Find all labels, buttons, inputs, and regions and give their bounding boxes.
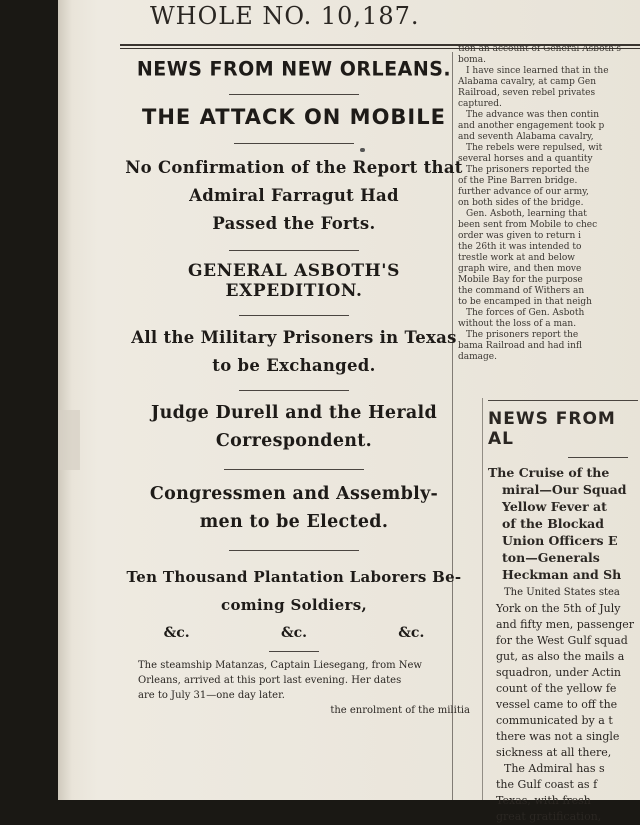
separator — [239, 315, 349, 316]
section-headline-asboth: GENERAL ASBOTH'S EXPEDITION. — [188, 261, 400, 301]
article-body — [118, 658, 470, 718]
subhead-line: Union Officers E — [502, 533, 618, 548]
deck-line: Correspondent. — [215, 431, 373, 451]
side-line: The forces of Gen. Asboth — [466, 308, 585, 318]
separator — [239, 390, 349, 391]
separator — [229, 550, 359, 551]
body-line: count of the yellow fe — [496, 682, 617, 695]
subhead-line: Heckman and Sh — [502, 567, 622, 582]
section-headline-al: NEWS FROM AL — [488, 409, 616, 449]
side-line: and another engagement took p — [458, 121, 605, 131]
side-line: on both sides of the bridge. — [458, 198, 584, 208]
side-line: without the loss of a man. — [458, 319, 577, 329]
body-line: and fifty men, passenger — [496, 618, 635, 631]
separator — [224, 469, 364, 470]
deck-line: Ten Thousand Plantation Laborers Be- — [126, 568, 462, 586]
side-line: The prisoners report the — [466, 330, 579, 340]
side-line: to be encamped in that neigh — [458, 297, 592, 307]
body-line: squadron, under Actin — [496, 666, 621, 679]
deck-plantation — [118, 563, 470, 619]
subhead-block — [488, 464, 640, 583]
deck-line: Passed the Forts. — [212, 214, 376, 233]
body-line: are to July 31—one day later. — [138, 690, 285, 701]
side-line: The advance was then contin — [466, 110, 600, 120]
side-line: bama Railroad and had infl — [458, 341, 582, 351]
deck-line: All the Military Prisoners in Texas — [131, 328, 457, 347]
kicker-headline: NEWS FROM NEW ORLEANS. — [136, 57, 452, 81]
body-line: sickness at all there, — [496, 746, 612, 759]
separator — [229, 94, 359, 95]
deck-durell — [118, 399, 470, 455]
body-line: The Admiral has s — [504, 762, 605, 775]
separator — [568, 457, 628, 458]
side-line: several horses and a quantity — [458, 154, 593, 164]
subhead-line: miral—Our Squad — [502, 482, 627, 497]
side-line: boma. — [458, 55, 486, 65]
body-line: York on the 5th of July — [496, 602, 621, 615]
side-line: of the Pine Barren bridge. — [458, 176, 578, 186]
side-line: The rebels were repulsed, wit — [466, 143, 603, 153]
body-line: the Gulf coast as f — [496, 778, 598, 791]
body-line: communicated by a t — [496, 714, 613, 727]
side-line: The prisoners reported the — [466, 165, 590, 175]
deck-line: to be Exchanged. — [212, 356, 376, 375]
body-line: Texas, with fresh — [496, 794, 591, 807]
separator — [488, 400, 638, 401]
subhead-line: ton—Generals — [502, 550, 600, 565]
page-fold — [58, 410, 80, 470]
separator — [234, 143, 354, 144]
body-line: the enrolment of the militia — [330, 705, 470, 716]
body-line: gut, as also the mails a — [496, 650, 625, 663]
side-line: Gen. Asboth, learning that — [466, 209, 587, 219]
side-line: Mobile Bay for the purpose — [458, 275, 583, 285]
side-line: order was given to return i — [458, 231, 582, 241]
ink-speck — [360, 148, 365, 152]
side-line: tion an account of General Asboth's — [458, 44, 621, 54]
body-line: for the West Gulf squad — [496, 634, 628, 647]
subhead-line: of the Blockad — [502, 516, 604, 531]
etc-mark: &c. — [398, 625, 425, 641]
deck-line: No Confirmation of the Report that — [125, 158, 463, 177]
side-line: damage. — [458, 352, 497, 362]
deck-line: men to be Elected. — [199, 512, 389, 532]
column-rule-2 — [482, 398, 483, 800]
main-column — [118, 52, 470, 718]
separator — [229, 250, 359, 251]
deck-line: Judge Durell and the Herald — [151, 403, 437, 423]
main-headline: THE ATTACK ON MOBILE — [142, 105, 446, 129]
body-line: The steamship Matanzas, Captain Liesegang, from New — [138, 660, 422, 671]
side-line: the command of Withers an — [458, 286, 585, 296]
masthead-issue-number: WHOLE NO. 10,187. — [150, 2, 420, 30]
side-column — [458, 44, 640, 363]
third-column-body — [488, 585, 640, 825]
side-line: and seventh Alabama cavalry, — [458, 132, 594, 142]
side-line: Railroad, seven rebel privates — [458, 88, 596, 98]
side-line: graph wire, and then move — [458, 264, 582, 274]
deck-congressmen — [118, 480, 470, 536]
deck-line: coming Soldiers, — [221, 596, 367, 614]
side-line: Alabama cavalry, at camp Gen — [458, 77, 596, 87]
side-line: I have since learned that in the — [466, 66, 609, 76]
side-line: the 26th it was intended to — [458, 242, 582, 252]
side-line: been sent from Mobile to chec — [458, 220, 598, 230]
subhead-line: Yellow Fever at — [502, 499, 607, 514]
deck-line: Congressmen and Assembly- — [149, 484, 439, 504]
deck-line: Admiral Farragut Had — [189, 186, 399, 205]
separator — [269, 651, 319, 652]
etc-mark: &c. — [163, 625, 190, 641]
side-line: further advance of our army, — [458, 187, 589, 197]
etc-row — [118, 625, 470, 641]
deck-prisoners — [118, 324, 470, 380]
third-column — [488, 400, 640, 825]
body-line: The United States stea — [504, 587, 620, 598]
subhead-line: The Cruise of the — [488, 465, 610, 480]
body-line: there was not a single — [496, 730, 620, 743]
deck-farragut — [118, 154, 470, 238]
etc-mark: &c. — [280, 625, 308, 641]
side-line: captured. — [458, 99, 502, 109]
body-line: vessel came to off the — [496, 698, 618, 711]
side-line: trestle work at and below — [458, 253, 575, 263]
body-line: great gratification, — [496, 810, 602, 823]
body-line: Orleans, arrived at this port last evening. Her dates — [138, 675, 402, 686]
